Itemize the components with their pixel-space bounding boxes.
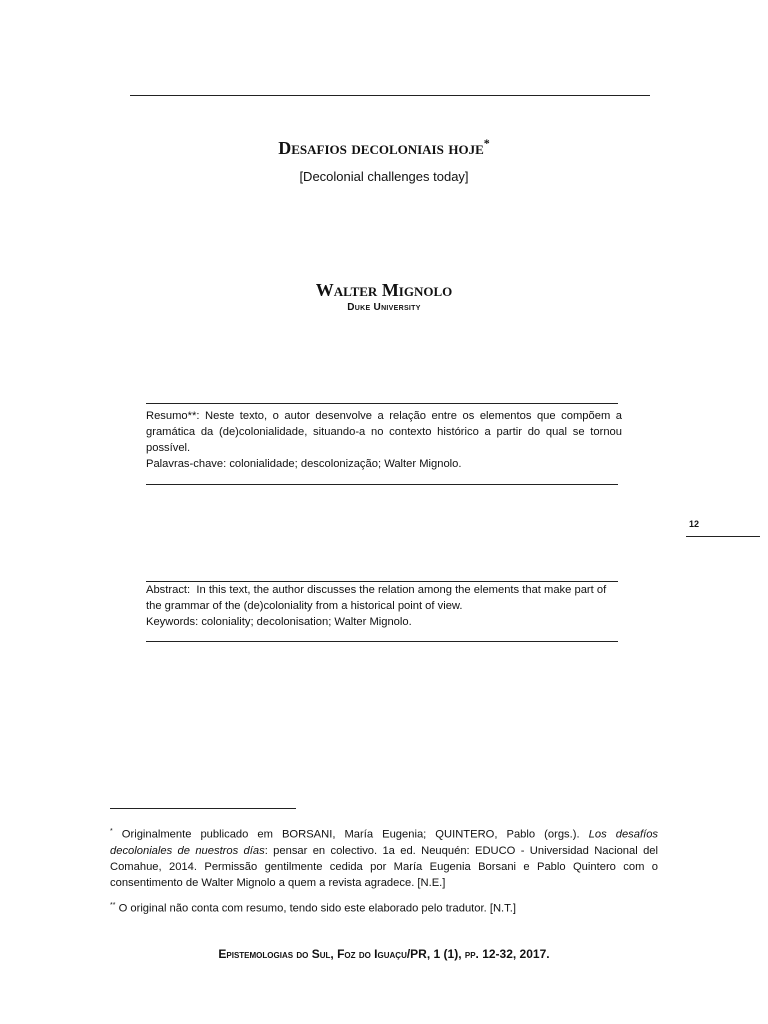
article-subtitle: [Decolonial challenges today]: [299, 169, 469, 184]
title-text: Desafios decoloniais hoje: [278, 138, 484, 158]
author-name: Walter Mignolo: [315, 280, 453, 300]
resumo-bottom-rule: [146, 484, 618, 485]
page-number: 12: [689, 519, 700, 529]
footnote-1-italic-title: Los desafíos decoloniales de nuestros días: [110, 828, 659, 857]
title-footnote-mark: *: [483, 136, 490, 150]
author-affiliation: Duke University: [347, 302, 421, 313]
abstract-text: In this text, the author discusses the relation among the elements that make part of the grammar of the (de)coloniality from a historical point of view.: [146, 584, 607, 612]
abstract-bottom-rule: [146, 641, 618, 642]
footnote-2-mark: **: [110, 901, 116, 909]
footnote-1-text-b: : pensar en colectivo. 1a ed. Neuquén: EDUCO - Universidad Nacional del Comahue, 2014. Permissão gentilmente cedida por María Eugenia Borsani e Pablo Quintero com o consentimento de Walter Mignolo a quem a revista agradece. [N.E.]: [110, 844, 658, 889]
resumo-keywords: Palavras-chave: colonialidade; descolonização; Walter Mignolo.: [146, 458, 462, 470]
footnote-separator: [110, 808, 296, 809]
page-number-rule: [686, 536, 760, 537]
footnotes: [110, 824, 658, 916]
resumo-top-rule: [146, 403, 618, 404]
abstract-label: Abstract:: [146, 584, 191, 596]
footnote-2: [110, 898, 658, 917]
resumo-block: [146, 408, 622, 472]
abstract-paragraph: [146, 582, 622, 614]
resumo-paragraph: [146, 408, 622, 456]
abstract-keywords: Keywords: coloniality; decolonisation; Walter Mignolo.: [146, 616, 412, 628]
footnote-1-text-a: Originalmente publicado em BORSANI, María Eugenia; QUINTERO, Pablo (orgs.).: [121, 828, 580, 841]
resumo-text: Neste texto, o autor desenvolve a relação entre os elementos que compõem a gramática da (de)colonialidade, situando-a no contexto histórico a partir do qual se tornou possível.: [146, 410, 623, 454]
article-title: [0, 136, 768, 159]
abstract-block: [146, 582, 622, 630]
journal-footer: Epistemologias do Sul, Foz do Iguaçu/PR, 1 (1), pp. 12-32, 2017.: [218, 947, 550, 961]
footnote-1-mark: *: [110, 828, 113, 835]
resumo-label: Resumo**:: [146, 410, 200, 422]
header-rule: [130, 95, 650, 96]
footnote-1: [110, 824, 658, 891]
footnote-2-text: O original não conta com resumo, tendo sido este elaborado pelo tradutor. [N.T.]: [118, 902, 516, 915]
